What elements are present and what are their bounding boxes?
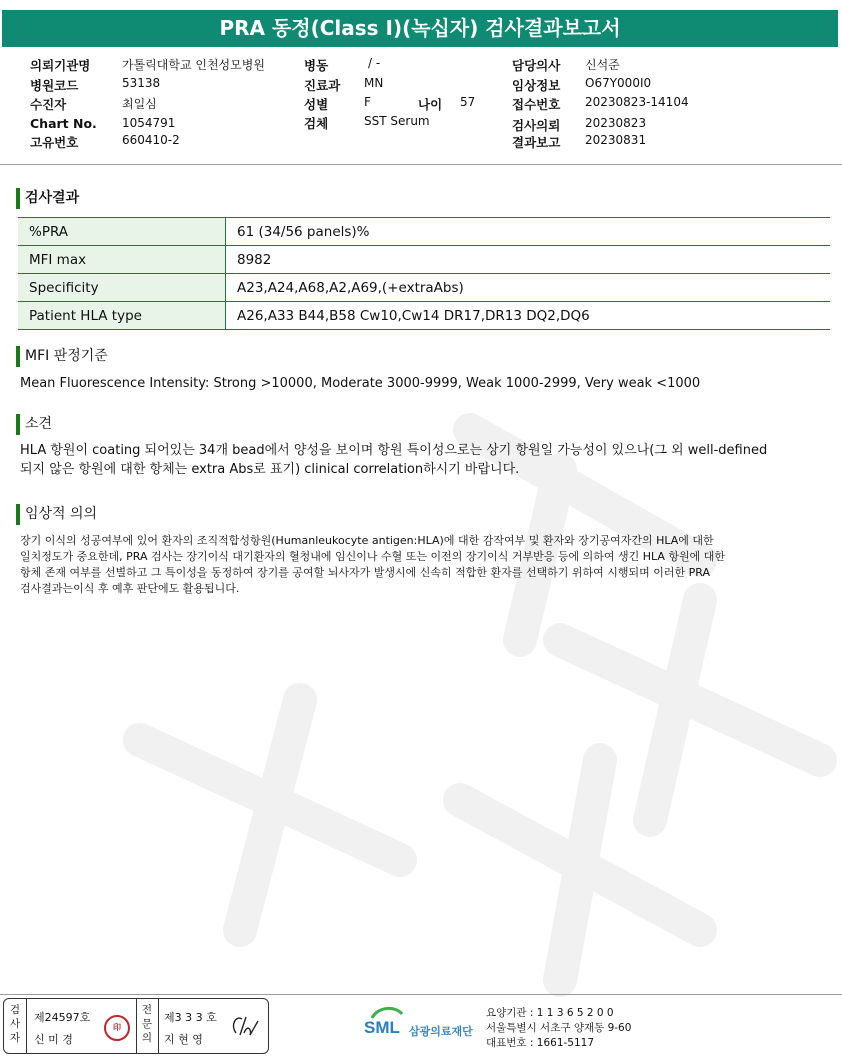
- org-name: 삼광의료재단: [409, 1025, 473, 1038]
- value-clinical-info: O67Y000I0: [585, 76, 652, 90]
- result-key: %PRA: [18, 218, 226, 246]
- result-value: 8982: [226, 246, 831, 274]
- examiner-name: 신 미 경: [34, 1033, 73, 1046]
- result-value: A23,A24,A68,A2,A69,(+extraAbs): [226, 274, 831, 302]
- label-sex: 성별: [304, 97, 329, 112]
- label-department: 진료과: [304, 78, 341, 93]
- org-info: [486, 1006, 631, 1051]
- value-requesting-institution: 가톨릭대학교 인천성모병원: [122, 58, 265, 72]
- table-row: [18, 274, 830, 302]
- report-title: PRA 동정(Class I)(녹십자) 검사결과보고서: [2, 10, 838, 47]
- mfi-criteria-text: Mean Fluorescence Intensity: Strong >10000, Moderate 3000-9999, Weak 1000-2999, Very weak <1000: [20, 376, 701, 391]
- sml-logo: [364, 1004, 484, 1048]
- value-physician: 신석준: [585, 58, 620, 72]
- value-chart-no: 1054791: [122, 116, 176, 130]
- value-test-request: 20230823: [585, 116, 647, 130]
- examiner-seal-stamp: 印: [104, 1015, 130, 1041]
- value-sex: F: [364, 95, 371, 109]
- opinion-line-2: 되지 않은 항원에 대한 항체는 extra Abs로 표기) clinical correlation하시기 바랍니다.: [20, 462, 520, 477]
- table-row: [18, 218, 830, 246]
- result-value: A26,A33 B44,B58 Cw10,Cw14 DR17,DR13 DQ2,DQ6: [226, 302, 831, 330]
- examiner-license-no: 제24597호: [34, 1011, 91, 1024]
- org-address: 서울특별시 서초구 양재동 9-60: [486, 1022, 632, 1034]
- specialist-signature: [226, 1011, 262, 1041]
- label-specimen: 검체: [304, 116, 329, 131]
- value-ward: / -: [368, 56, 381, 70]
- specialist-license-no: 제3 3 3 호: [164, 1011, 217, 1024]
- value-age: 57: [460, 95, 476, 109]
- table-row: [18, 302, 830, 330]
- specialist-name: 지 현 영: [164, 1033, 203, 1046]
- org-phone: 대표번호 : 1661-5117: [486, 1037, 595, 1049]
- value-unique-no: 660410-2: [122, 133, 180, 147]
- header-divider: [0, 164, 842, 165]
- label-age: 나이: [418, 97, 443, 112]
- examiner-label: 검사자: [9, 1004, 21, 1044]
- value-receipt-no: 20230823-14104: [585, 95, 689, 109]
- value-patient: 최일심: [122, 97, 157, 111]
- clinical-line-1: 장기 이식의 성공여부에 있어 환자의 조직적합성항원(Humanleukocyte antigen:HLA)에 대한 감작여부 및 환자와 장기공여자간의 HLA에 대한: [20, 534, 714, 547]
- table-row: [18, 246, 830, 274]
- label-unique-no: 고유번호: [30, 135, 79, 150]
- label-patient: 수진자: [30, 97, 67, 112]
- results-section-title: 검사결과: [16, 187, 79, 209]
- value-specimen: SST Serum: [364, 114, 430, 128]
- clinical-line-2: 일치정도가 중요한데, PRA 검사는 장기이식 대기환자의 혈청내에 임신이나 수혈 또는 이전의 장기이식 거부반응 등에 의하여 생긴 HLA 항원에 대한: [20, 550, 726, 563]
- label-physician: 담당의사: [512, 58, 561, 73]
- clinical-line-3: 항체 존재 여부를 선별하고 그 특이성을 동정하여 장기를 공여할 뇌사자가 발생시에 신속히 적합한 환자를 선택하기 위하여 시행되며 이러한 PRA: [20, 566, 710, 579]
- mfi-section-title: MFI 판정기준: [16, 345, 108, 367]
- patient-info-header: [0, 56, 842, 152]
- label-hospital-code: 병원코드: [30, 78, 79, 93]
- signature-box: [3, 998, 269, 1054]
- specialist-label: 전문의: [141, 1004, 153, 1044]
- label-test-request: 검사의뢰: [512, 118, 561, 133]
- label-ward: 병동: [304, 58, 329, 73]
- clinical-section-title: 임상적 의의: [16, 503, 97, 525]
- label-chart-no: Chart No.: [30, 116, 97, 131]
- value-department: MN: [364, 76, 384, 90]
- results-table: [18, 217, 830, 330]
- footer-divider: [0, 994, 842, 995]
- result-value: 61 (34/56 panels)%: [226, 218, 831, 246]
- result-key: Patient HLA type: [18, 302, 226, 330]
- logo-text: SML: [364, 1018, 400, 1037]
- label-receipt-no: 접수번호: [512, 97, 561, 112]
- label-clinical-info: 임상정보: [512, 78, 561, 93]
- opinion-section-title: 소견: [16, 413, 52, 435]
- opinion-line-1: HLA 항원이 coating 되어있는 34개 bead에서 양성을 보이며 항원 특이성으로는 상기 항원일 가능성이 있으나(그 외 well-defined: [20, 443, 768, 458]
- result-key: MFI max: [18, 246, 226, 274]
- label-requesting-institution: 의뢰기관명: [30, 58, 91, 73]
- clinical-line-4: 검사결과는이식 후 예후 판단에도 활용됩니다.: [20, 582, 240, 595]
- value-hospital-code: 53138: [122, 76, 161, 90]
- org-code: 요양기관 : 1 1 3 6 5 2 0 0: [486, 1007, 614, 1019]
- value-result-report: 20230831: [585, 133, 647, 147]
- label-result-report: 결과보고: [512, 135, 561, 150]
- result-key: Specificity: [18, 274, 226, 302]
- report-footer: [0, 996, 842, 1063]
